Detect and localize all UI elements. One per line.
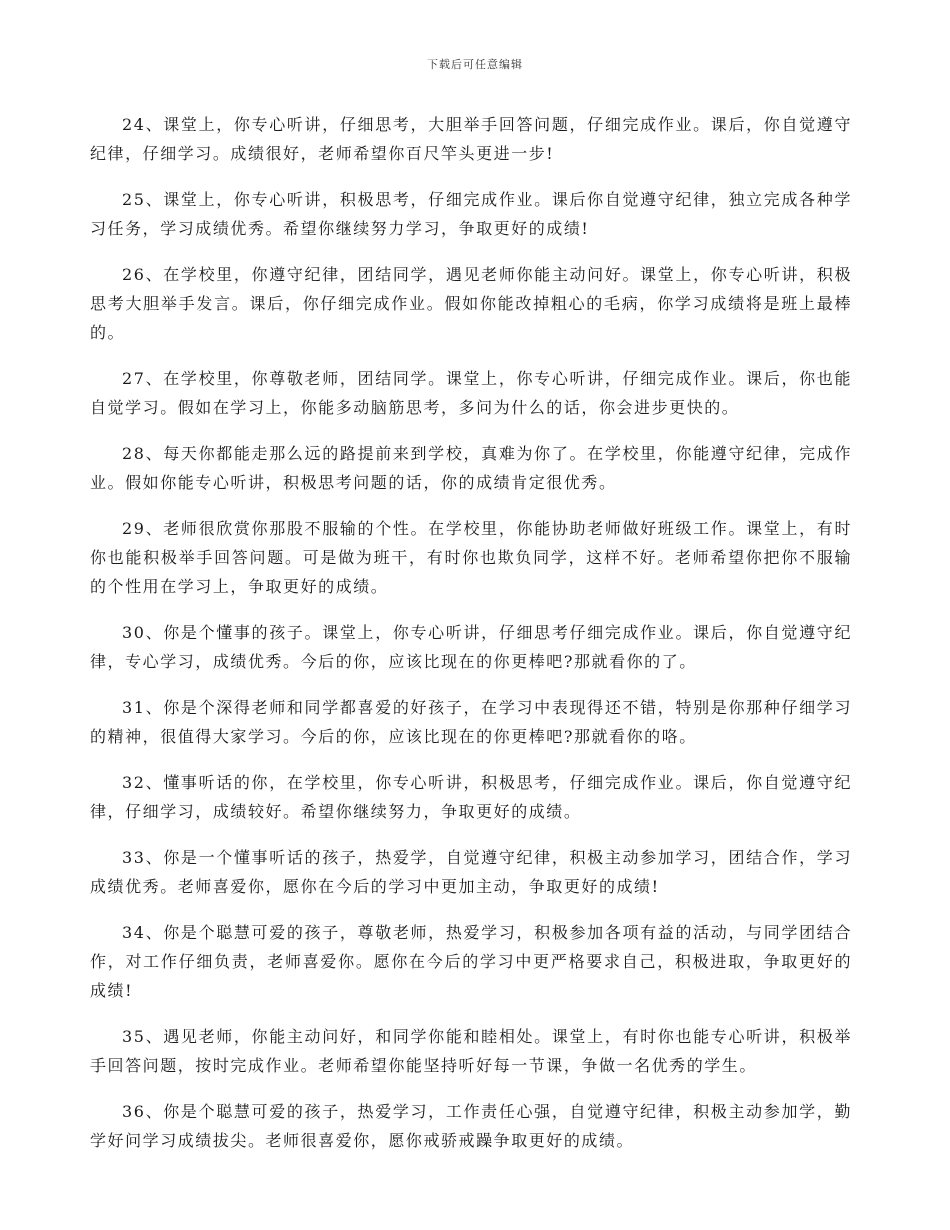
paragraph-25: 25、课堂上，你专心听讲，积极思考，仔细完成作业。课后你自觉遵守纪律，独立完成各种学习任务，学习成绩优秀。希望你继续努力学习，争取更好的成绩!	[90, 190, 852, 238]
paragraph-30: 30、你是个懂事的孩子。课堂上，你专心听讲，仔细思考仔细完成作业。课后，你自觉遵守纪律，专心学习，成绩优秀。今后的你，应该比现在的你更棒吧?那就看你的了。	[90, 623, 852, 671]
paragraph-32: 32、懂事听话的你，在学校里，你专心听讲，积极思考，仔细完成作业。课后，你自觉遵守纪律，仔细学习，成绩较好。希望你继续努力，争取更好的成绩。	[90, 773, 852, 821]
paragraph-27: 27、在学校里，你尊敬老师，团结同学。课堂上，你专心听讲，仔细完成作业。课后，你也能自觉学习。假如在学习上，你能多动脑筋思考，多问为什么的话，你会进步更快的。	[90, 369, 852, 417]
paragraph-33: 33、你是一个懂事听话的孩子，热爱学，自觉遵守纪律，积极主动参加学习，团结合作，学习成绩优秀。老师喜爱你，愿你在今后的学习中更加主动，争取更好的成绩!	[90, 848, 852, 896]
paragraph-28: 28、每天你都能走那么远的路提前来到学校，真难为你了。在学校里，你能遵守纪律，完成作业。假如你能专心听讲，积极思考问题的话，你的成绩肯定很优秀。	[90, 444, 852, 492]
paragraph-24: 24、课堂上，你专心听讲，仔细思考，大胆举手回答问题，仔细完成作业。课后，你自觉遵守纪律，仔细学习。成绩很好，老师希望你百尺竿头更进一步!	[90, 115, 852, 163]
paragraph-36: 36、你是个聪慧可爱的孩子，热爱学习，工作责任心强，自觉遵守纪律，积极主动参加学，勤学好问学习成绩拔尖。老师很喜爱你，愿你戒骄戒躁争取更好的成绩。	[90, 1102, 852, 1150]
paragraph-26: 26、在学校里，你遵守纪律，团结同学，遇见老师你能主动问好。课堂上，你专心听讲，积极思考大胆举手发言。课后，你仔细完成作业。假如你能改掉粗心的毛病，你学习成绩将是班上最棒的。	[90, 265, 852, 342]
document-body	[90, 110, 852, 1172]
paragraph-31: 31、你是个深得老师和同学都喜爱的好孩子，在学习中表现得还不错，特别是你那种仔细学习的精神，很值得大家学习。今后的你，应该比现在的你更棒吧?那就看你的咯。	[90, 698, 852, 746]
paragraph-35: 35、遇见老师，你能主动问好，和同学你能和睦相处。课堂上，有时你也能专心听讲，积极举手回答问题，按时完成作业。老师希望你能坚持听好每一节课，争做一名优秀的学生。	[90, 1027, 852, 1075]
paragraph-29: 29、老师很欣赏你那股不服输的个性。在学校里，你能协助老师做好班级工作。课堂上，有时你也能积极举手回答问题。可是做为班干，有时你也欺负同学，这样不好。老师希望你把你不服输的个性用在学习上，争取更好的成绩。	[90, 519, 852, 596]
page-header: 下载后可任意编辑	[427, 58, 523, 71]
paragraph-34: 34、你是个聪慧可爱的孩子，尊敬老师，热爱学习，积极参加各项有益的活动，与同学团结合作，对工作仔细负责，老师喜爱你。愿你在今后的学习中更严格要求自己，积极进取，争取更好的成绩!	[90, 923, 852, 1000]
